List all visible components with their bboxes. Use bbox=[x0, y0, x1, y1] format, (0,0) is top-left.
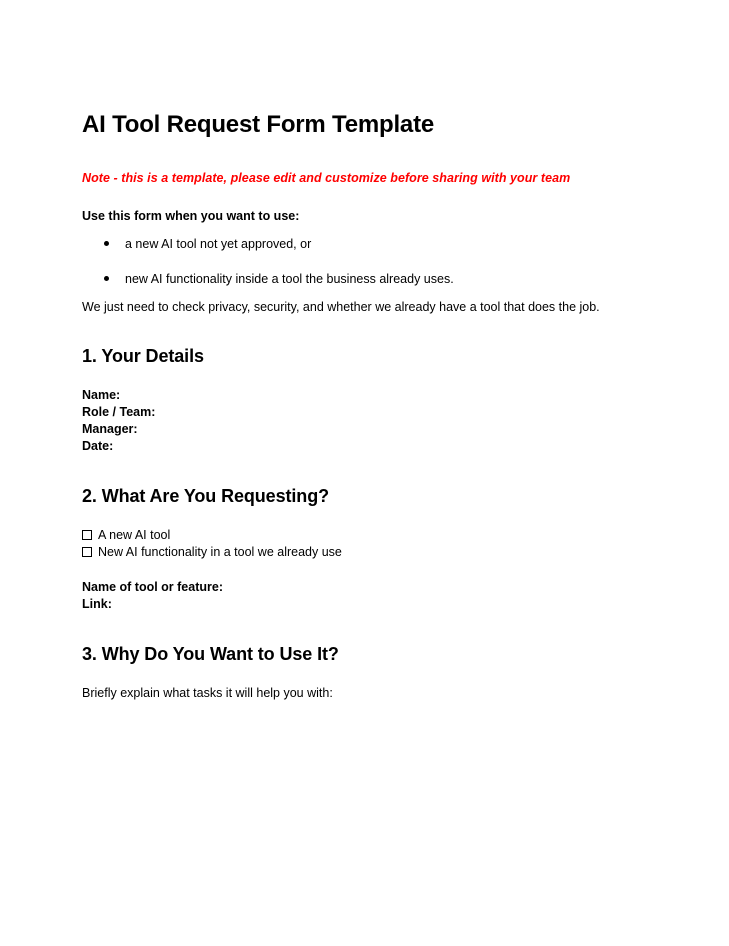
checkbox-icon[interactable] bbox=[82, 530, 92, 540]
section-heading-what-are-you-requesting: 2. What Are You Requesting? bbox=[82, 486, 329, 506]
field-label-name: Name: bbox=[82, 388, 121, 402]
intro-closing-text: We just need to check privacy, security, and whether we already have a tool that does the job. bbox=[82, 300, 600, 314]
list-item bbox=[82, 236, 647, 252]
page-title: AI Tool Request Form Template bbox=[82, 111, 435, 138]
section-heading-your-details: 1. Your Details bbox=[82, 346, 204, 366]
checkbox-label: A new AI tool bbox=[98, 528, 171, 542]
list-item-label: a new AI tool not yet approved, or bbox=[125, 237, 312, 251]
field-label-link: Link: bbox=[82, 597, 112, 611]
field-label-date: Date: bbox=[82, 439, 114, 453]
bullet-dot-icon bbox=[104, 241, 109, 246]
section-heading-why-use-it: 3. Why Do You Want to Use It? bbox=[82, 644, 339, 664]
checkbox-row-new-ai-functionality[interactable] bbox=[82, 544, 647, 561]
field-label-tool-name: Name of tool or feature: bbox=[82, 580, 223, 594]
why-use-it-prompt: Briefly explain what tasks it will help you with: bbox=[82, 686, 333, 700]
request-type-checkbox-list bbox=[82, 527, 647, 561]
usage-bullet-list bbox=[82, 236, 647, 287]
field-label-manager: Manager: bbox=[82, 422, 138, 436]
checkbox-icon[interactable] bbox=[82, 547, 92, 557]
list-item-label: new AI functionality inside a tool the business already uses. bbox=[125, 272, 454, 286]
checkbox-row-new-ai-tool[interactable] bbox=[82, 527, 647, 544]
template-note: Note - this is a template, please edit and customize before sharing with your team bbox=[82, 171, 571, 185]
intro-lead-text: Use this form when you want to use: bbox=[82, 209, 300, 223]
your-details-field-list bbox=[82, 387, 647, 455]
list-item bbox=[82, 271, 647, 287]
checkbox-label: New AI functionality in a tool we already use bbox=[98, 545, 342, 559]
bullet-dot-icon bbox=[104, 276, 109, 281]
tool-details-field-list bbox=[82, 579, 647, 613]
field-label-role-team: Role / Team: bbox=[82, 405, 156, 419]
